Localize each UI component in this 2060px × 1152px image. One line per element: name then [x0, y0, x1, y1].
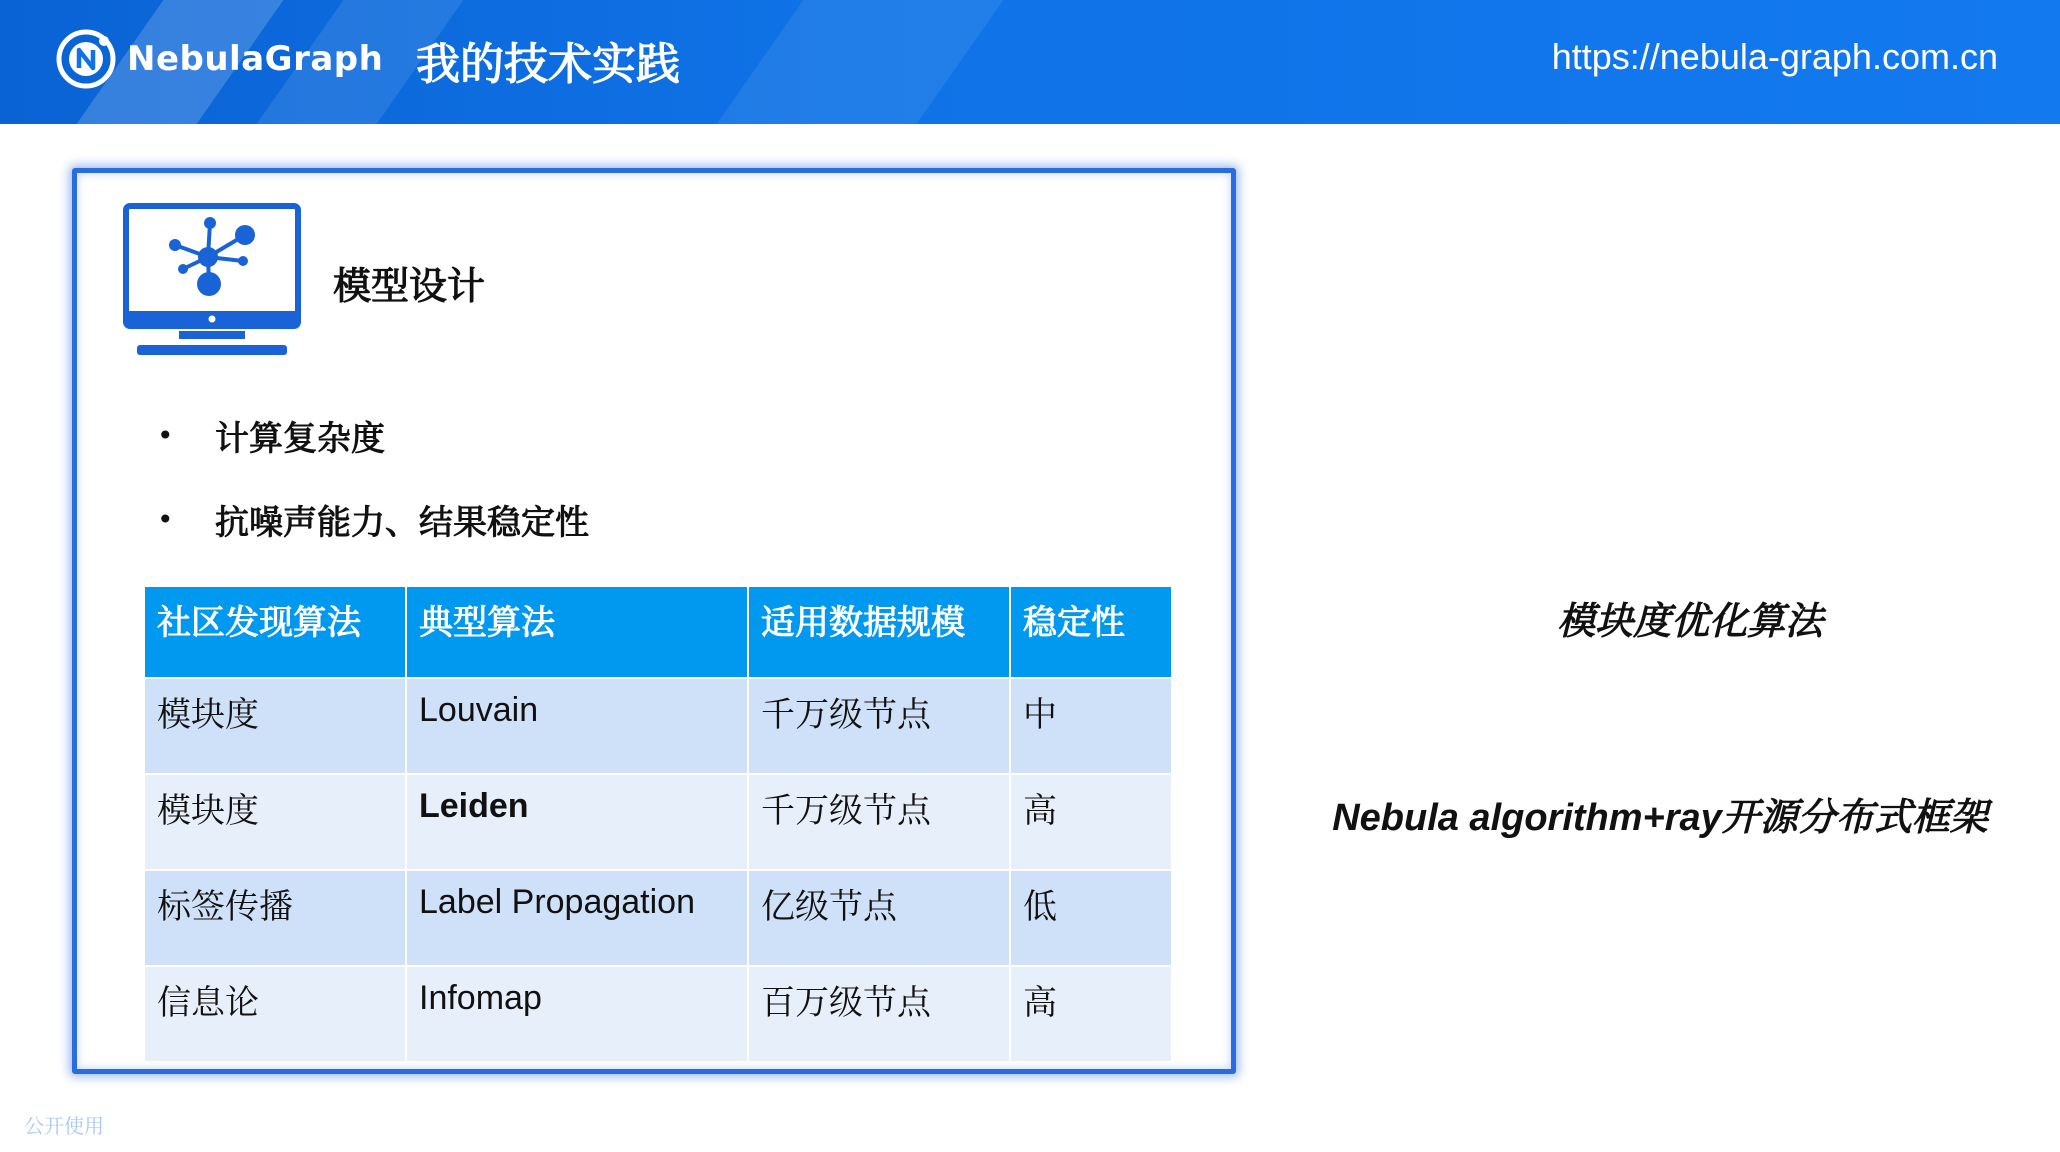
modularity-optimization-note: 模块度优化算法: [1556, 599, 1823, 643]
table-cell: 高: [1010, 966, 1172, 1062]
bullet-text: 抗噪声能力、结果稳定性: [215, 502, 589, 543]
table-row: [144, 678, 1172, 774]
table-cell: Leiden: [406, 774, 748, 870]
table-cell: 低: [1010, 870, 1172, 966]
nebula-algorithm-ray-note: Nebula algorithm+ray开源分布式框架: [1332, 797, 1988, 839]
table-cell: 亿级节点: [748, 870, 1010, 966]
site-url-link[interactable]: https://nebula-graph.com.cn: [1551, 36, 1998, 77]
model-design-card: [72, 168, 1236, 1074]
table-cell: 高: [1010, 774, 1172, 870]
monitor-network-icon: [123, 203, 301, 359]
community-detection-table: [143, 585, 1173, 1063]
table-cell: Label Propagation: [406, 870, 748, 966]
column-header-algorithm-type: 社区发现算法: [144, 586, 406, 678]
column-header-typical-algorithm: 典型算法: [406, 586, 748, 678]
table-cell: Infomap: [406, 966, 748, 1062]
header-bar: [0, 0, 2060, 124]
page-title: 我的技术实践: [416, 39, 680, 90]
table-cell: 标签传播: [144, 870, 406, 966]
column-header-stability: 稳定性: [1010, 586, 1172, 678]
brand-name: NebulaGraph: [127, 39, 384, 79]
nebula-logo-icon: [55, 28, 117, 90]
list-item: [157, 477, 589, 561]
table-header-row: [144, 586, 1172, 678]
table-cell: 中: [1010, 678, 1172, 774]
table-cell: 百万级节点: [748, 966, 1010, 1062]
header-decor-stripe: [717, 0, 1004, 124]
card-title: 模型设计: [333, 264, 486, 308]
table-cell: 模块度: [144, 678, 406, 774]
bullet-list: [157, 393, 589, 561]
table-cell: 千万级节点: [748, 678, 1010, 774]
table-cell: 模块度: [144, 774, 406, 870]
table-cell: 千万级节点: [748, 774, 1010, 870]
brand[interactable]: [55, 28, 383, 90]
table-cell: 信息论: [144, 966, 406, 1062]
list-item: [157, 393, 589, 477]
bullet-dot-icon: •: [157, 418, 174, 452]
bullet-dot-icon: •: [157, 502, 174, 536]
table-row: [144, 966, 1172, 1062]
column-header-data-scale: 适用数据规模: [748, 586, 1010, 678]
table-row: [144, 870, 1172, 966]
table-cell: Louvain: [406, 678, 748, 774]
table-row: [144, 774, 1172, 870]
bullet-text: 计算复杂度: [215, 418, 385, 459]
public-use-watermark: 公开使用: [24, 1114, 104, 1138]
